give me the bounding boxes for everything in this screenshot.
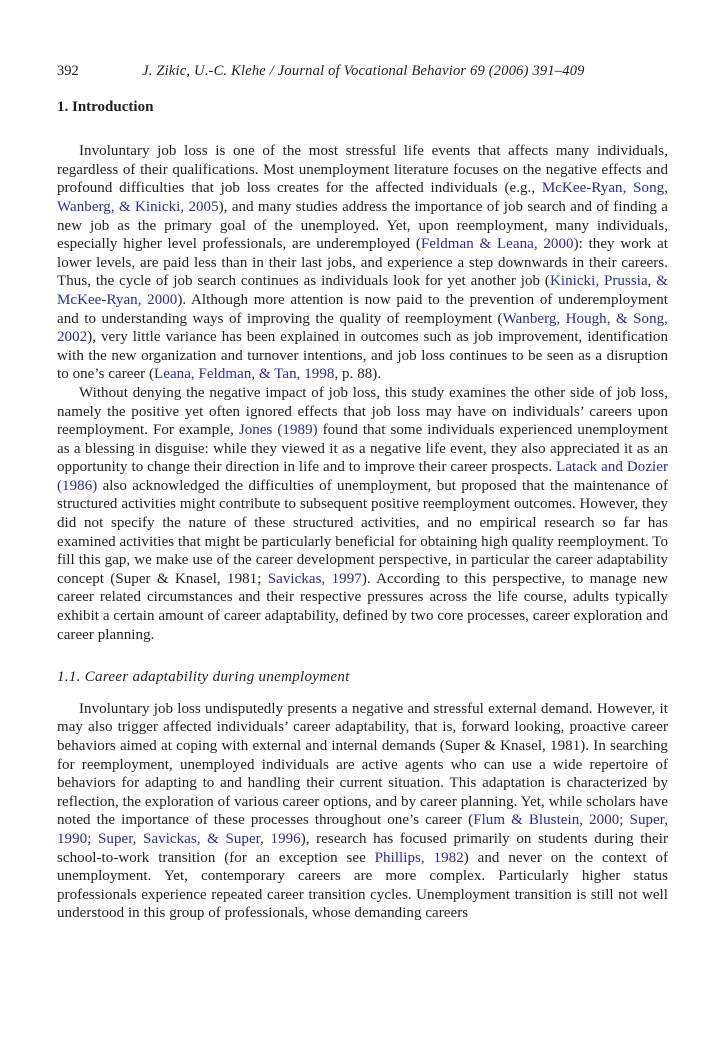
running-header — [57, 62, 668, 81]
citation-link[interactable]: Leana, Feldman, & Tan, 1998 — [154, 366, 335, 383]
body-paragraph: Involuntary job loss is one of the most stressful life events that affects many individuals, regardless of their qualifications. Most unemployment literature focuses on the negative effects and profound difficulties that job loss creates for the affected individuals (e.g., McKee-Ryan, Song, Wanberg, & Kinicki, 2005), and many studies address the importance of job search and of finding a new job as the primary goal of the unemployed. Yet, upon reemployment, many individuals, especially higher level professionals, are underemployed (Feldman & Leana, 2000): they work at lower levels, are paid less than in their last jobs, and experience a step downwards in their careers. Thus, the cycle of job search continues as individuals look for yet another job (Kinicki, Prussia, & McKee-Ryan, 2000). Although more attention is now paid to the prevention of underemployment and to understanding ways of improving the quality of reemployment (Wanberg, Hough, & Song, 2002), very little variance has been explained in outcomes such as job improvement, identification with the new organization and turnover intentions, and job loss continues to be seen as a disruption to one’s career (Leana, Feldman, & Tan, 1998, p. 88). — [57, 143, 669, 383]
section-heading: 1. Introduction — [57, 98, 154, 115]
citation-link[interactable]: Savickas, 1997 — [267, 570, 362, 587]
page-number: 392 — [57, 63, 79, 79]
body-paragraph: Involuntary job loss undisputedly presents a negative and stressful external demand. However, it may also trigger affected individuals’ career adaptability, that is, forward looking, proactive career behaviors aimed at coping with external and internal demands (Super & Knasel, 1981). In searching for reemployment, unemployed individuals are active agents who can use a wide repertoire of behaviors for adapting to and handling their current situation. This adaptation is characterized by reflection, the exploration of various career options, and by career planning. Yet, while scholars have noted the importance of these processes throughout one’s career (Flum & Blustein, 2000; Super, 1990; Super, Savickas, & Super, 1996), research has focused primarily on students during their school-to-work transition (for an exception see Phillips, 1982) and never on the context of unemployment. Yet, contemporary careers are more complex. Particularly higher status professionals experience repeated career transition cycles. Unemployment transition is still not well understood in this group of professionals, whose demanding careers — [57, 700, 669, 922]
citation-link[interactable]: Flum & Blustein, 2000; Super, 1990; Super, Savickas, & Super, 1996 — [57, 812, 669, 847]
citation-link[interactable]: Wanberg, Hough, & Song, 2002 — [57, 310, 668, 346]
citation-link[interactable]: Jones (1989) — [238, 422, 318, 439]
citation-link[interactable]: Kinicki, Prussia, & McKee-Ryan, 2000 — [57, 273, 668, 308]
article-body — [57, 98, 668, 923]
subsection-heading: 1.1. Career adaptability during unemployment — [57, 669, 350, 686]
body-paragraph: Without denying the negative impact of job loss, this study examines the other side of job loss, namely the positive yet often ignored effects that job loss may have on individuals’ careers upon reemployment. For example, Jones (1989) found that some individuals experienced unemployment as a blessing in disguise: while they viewed it as a negative life event, they also appreciated it as an opportunity to change their direction in life and to improve their career prospects. Latack and Dozier (1986) also acknowledged the difficulties of unemployment, but proposed that the maintenance of structured activities might contribute to subsequent positive reemployment outcomes. However, they did not specify the nature of these structured activities, and no empirical research so far has examined activities that might be particularly beneficial for obtaining high quality reemployment. To fill this gap, we make use of the career development perspective, in particular the career adaptability concept (Super & Knasel, 1981; Savickas, 1997). According to this perspective, to manage new career related circumstances and their respective pressures across the life course, adults typically exhibit a certain amount of career adaptability, defined by two core processes, career exploration and career planning. — [57, 384, 669, 643]
citation-link[interactable]: Latack and Dozier (1986) — [57, 459, 669, 494]
citation-link[interactable]: Phillips, 1982 — [374, 849, 464, 866]
citation-link[interactable]: Feldman & Leana, 2000 — [420, 236, 574, 253]
citation-link[interactable]: McKee-Ryan, Song, Wanberg, & Kinicki, 2005 — [57, 180, 668, 215]
running-title: J. Zikic, U.-C. Klehe / Journal of Vocational Behavior 69 (2006) 391–409 — [142, 63, 585, 79]
